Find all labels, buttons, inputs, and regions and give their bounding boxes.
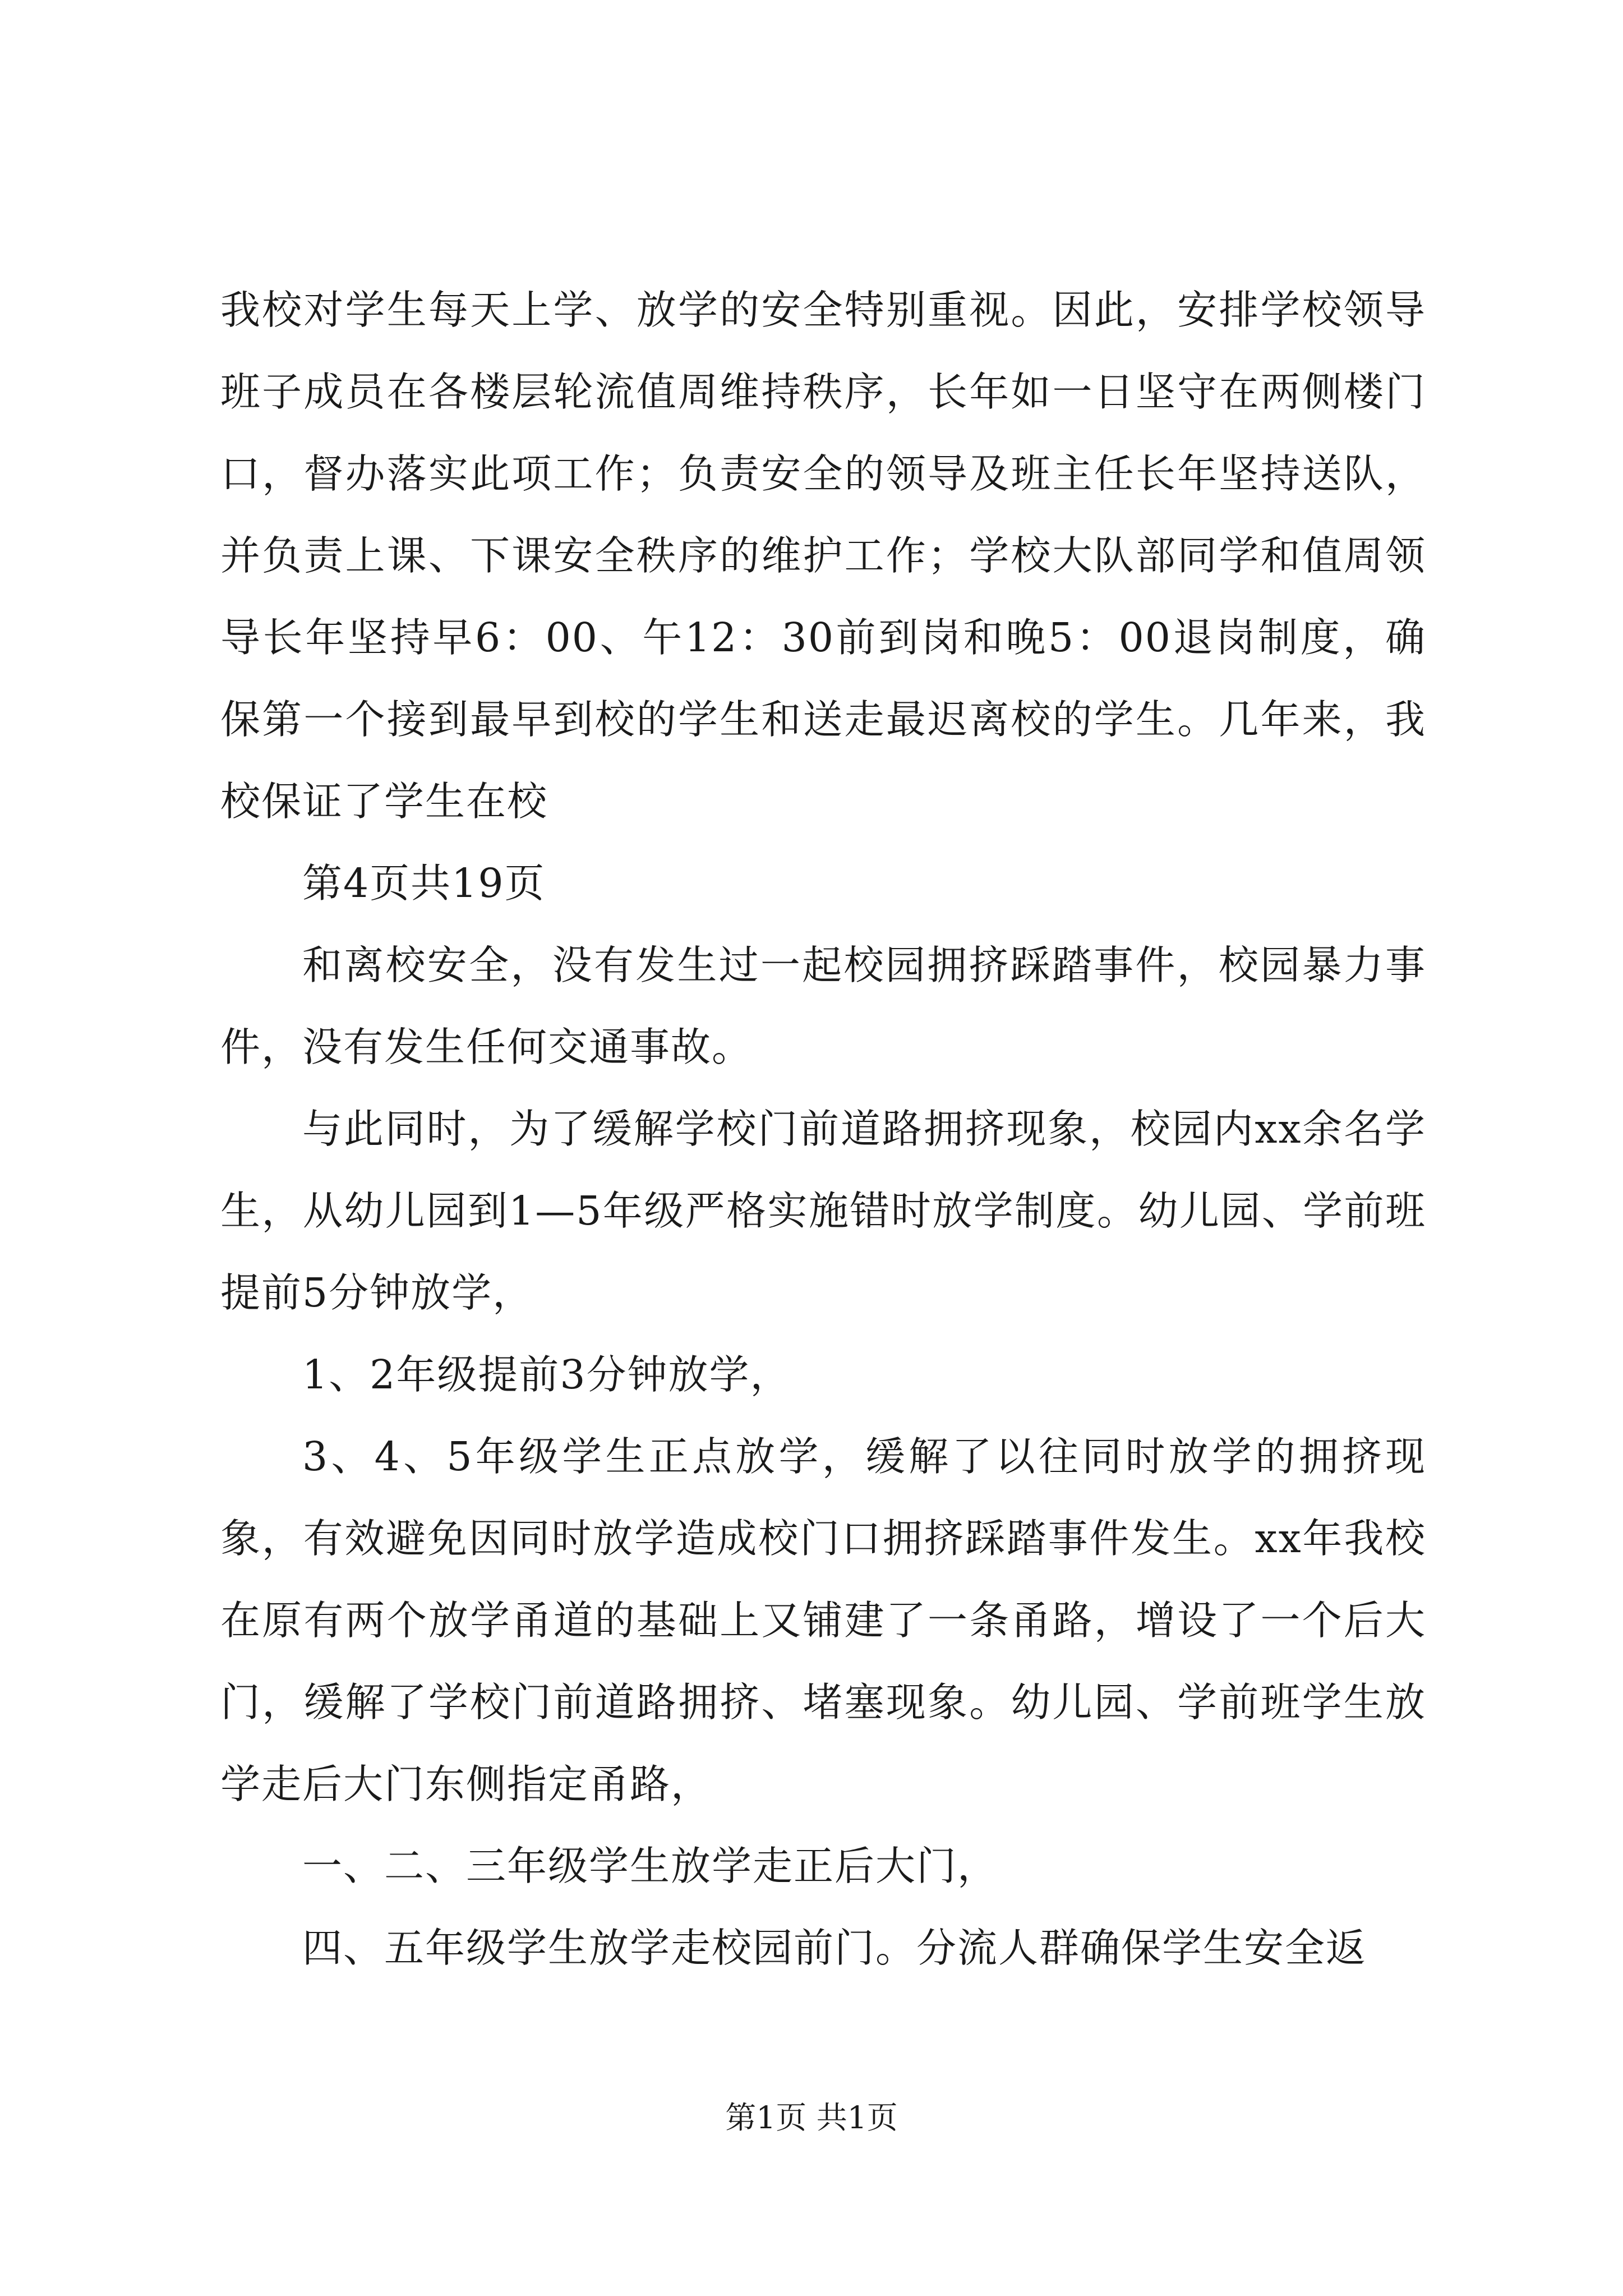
inline-page-marker: 第4页共19页: [302, 860, 546, 907]
paragraph-6: 3、4、5年级学生正点放学，缓解了以往同时放学的拥挤现象，有效避免因同时放学造成校门口拥挤踩踏事件发生。xx年我校在原有两个放学甬道的基础上又铺建了一条甬路，增设了一个后大门，缓解了学校门前道路拥挤、堵塞现象。幼儿园、学前班学生放学走后大门东侧指定甬路，: [220, 1433, 1426, 1807]
paragraph-5: 1、2年级提前3分钟放学，: [302, 1351, 791, 1398]
paragraph-3: 和离校安全，没有发生过一起校园拥挤踩踏事件，校园暴力事件，没有发生任何交通事故。: [220, 942, 1426, 1070]
paragraph-8: 四、五年级学生放学走校园前门。分流人群确保学生安全返: [302, 1925, 1367, 1971]
paragraph-7: 一、二、三年级学生放学走正后大门，: [302, 1843, 999, 1889]
document-body: [220, 269, 1426, 1989]
paragraph-4: 与此同时，为了缓解学校门前道路拥挤现象，校园内xx余名学生，从幼儿园到1—5年级严格实施错时放学制度。幼儿园、学前班提前5分钟放学，: [220, 1106, 1426, 1316]
page-footer: 第1页 共1页: [725, 2100, 898, 2136]
paragraph-1: 我校对学生每天上学、放学的安全特别重视。因此，安排学校领导班子成员在各楼层轮流值周维持秩序，长年如一日坚守在两侧楼门口，督办落实此项工作；负责安全的领导及班主任长年坚持送队，并负责上课、下课安全秩序的维护工作；学校大队部同学和值周领导长年坚持早6：00、午12：30前到岗和晚5：00退岗制度，确保第一个接到最早到校的学生和送走最迟离校的学生。几年来，我校保证了学生在校: [220, 287, 1426, 825]
